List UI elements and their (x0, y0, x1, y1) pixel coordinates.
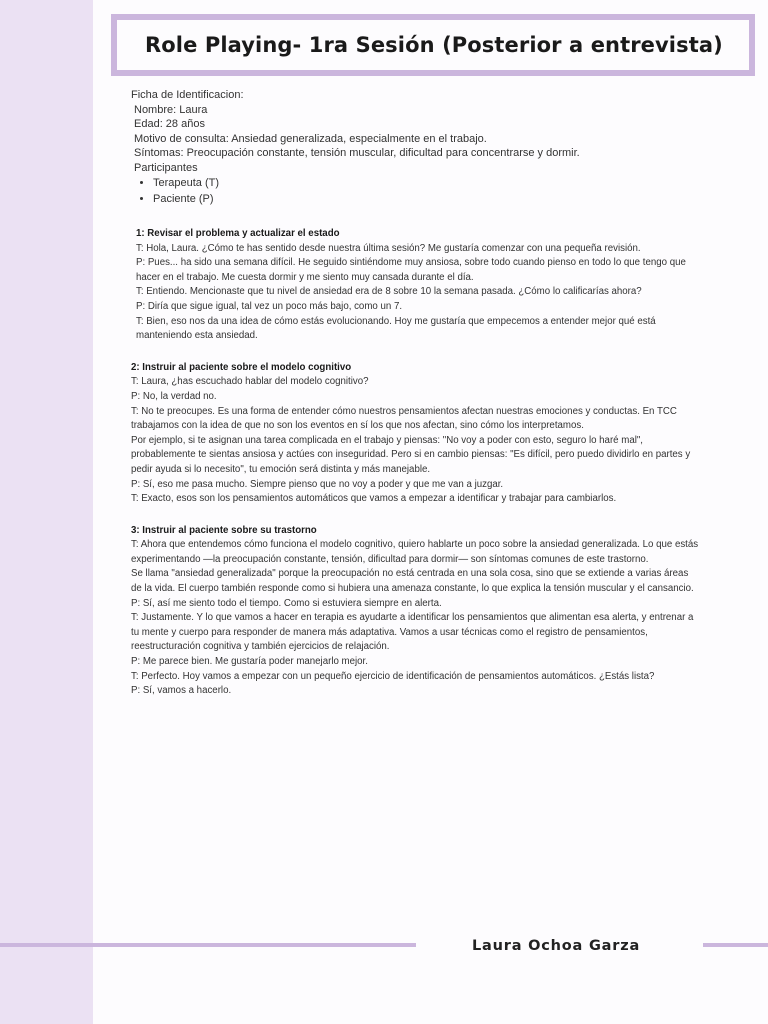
dialogue-line: P: Sí, vamos a hacerlo. (131, 685, 232, 697)
footer-divider-left (0, 943, 416, 947)
author-name: Laura Ochoa Garza (472, 938, 641, 954)
section-title: 1: Revisar el problema y actualizar el estado (136, 228, 340, 239)
section-title: 2: Instruir al paciente sobre el modelo cognitivo (131, 361, 352, 373)
section-1 (131, 227, 701, 344)
dialogue-line: T: Laura, ¿has escuchado hablar del modelo cognitivo? (131, 376, 369, 388)
dialogue-line: Se llama "ansiedad generalizada" porque la preocupación no está centrada en una sola cosa, sino que se extiende a varias áreas de la vida. El cuerpo también responde como si hubiera una amenaza constante, lo que explica la tensión muscular y el cansancio. (131, 568, 694, 595)
dialogue-line: T: Ahora que entendemos cómo funciona el modelo cognitivo, quiero hablarte un poco sobre la ansiedad generalizada. Lo que estás experimentando —la preocupación constante, tensión, dificultad para dormir— son síntomas comunes de este trastorno. (131, 539, 699, 565)
ficha-edad: Edad: 28 años (134, 118, 205, 130)
identification-block (131, 88, 701, 207)
dialogue-line: P: Sí, así me siento todo el tiempo. Como si estuviera siempre en alerta. (131, 597, 442, 609)
participant-item: • Terapeuta (T) (153, 175, 701, 191)
dialogue-line: P: Me parece bien. Me gustaría poder manejarlo mejor. (131, 656, 368, 668)
section-2 (131, 361, 701, 507)
document-body (131, 88, 701, 699)
dialogue-line: T: Bien, eso nos da una idea de cómo estás evolucionando. Hoy me gustaría que empecemos a entender mejor qué está manteniendo esta ansiedad. (136, 315, 656, 342)
dialogue-line: P: Pues... ha sido una semana difícil. He seguido sintiéndome muy ansiosa, sobre todo cuando pienso en todo lo que tengo que hacer en el trabajo. Me cuesta dormir y me siento muy cansada durante el día. (136, 257, 686, 283)
dialogue-line: Por ejemplo, si te asignan una tarea complicada en el trabajo y piensas: "No voy a poder con esto, seguro lo haré mal", probablemente te sientas ansiosa y actúes con inseguridad. Pero si en cambio piensas: "Es difícil, pero puedo dividirlo en partes y pedir ayuda si lo necesito", tu emoción será distinta y más manejable. (131, 434, 691, 475)
ficha-sintomas: Síntomas: Preocupación constante, tensión muscular, dificultad para concentrarse y dormir. (134, 147, 580, 159)
footer-divider-right (703, 943, 768, 947)
dialogue-line: T: Entiendo. Mencionaste que tu nivel de ansiedad era de 8 sobre 10 la semana pasada. ¿Cómo lo calificarías ahora? (136, 286, 642, 298)
section-3 (131, 524, 701, 699)
title-box (117, 20, 749, 70)
left-decorative-band (0, 0, 93, 1024)
participants-label: Participantes (134, 161, 198, 174)
ficha-nombre: Nombre: Laura (134, 103, 208, 116)
dialogue-line: T: Perfecto. Hoy vamos a empezar con un pequeño ejercicio de identificación de pensamientos automáticos. ¿Estás lista? (131, 670, 655, 682)
section-title: 3: Instruir al paciente sobre su trastorno (131, 524, 317, 536)
dialogue-line: T: Hola, Laura. ¿Cómo te has sentido desde nuestra última sesión? Me gustaría comenzar con una pequeña revisión. (136, 242, 641, 254)
ficha-motivo: Motivo de consulta: Ansiedad generalizada, especialmente en el trabajo. (134, 132, 487, 145)
dialogue-line: T: Justamente. Y lo que vamos a hacer en terapia es ayudarte a identificar los pensamientos que alimentan esa alerta, y entrenar a tu mente y cuerpo para responder de manera más adaptativa. Vamos a usar técnicas como el registro de pensamientos, reestructuración cognitiva y también ejercicios de relajación. (131, 612, 694, 653)
participants-list (131, 175, 701, 207)
ficha-heading: Ficha de Identificacion: (131, 89, 244, 101)
title-frame (111, 14, 755, 76)
dialogue-line: T: Exacto, esos son los pensamientos automáticos que vamos a empezar a identificar y trabajar para cambiarlos. (131, 493, 617, 505)
dialogue-line: P: Diría que sigue igual, tal vez un poco más bajo, como un 7. (136, 300, 403, 312)
dialogue-line: P: Sí, eso me pasa mucho. Siempre pienso que no voy a poder y que me van a juzgar. (131, 478, 504, 490)
page-title: Role Playing- 1ra Sesión (Posterior a entrevista) (145, 33, 723, 57)
participant-item: • Paciente (P) (153, 191, 701, 207)
dialogue-line: P: No, la verdad no. (131, 390, 217, 402)
dialogue-line: T: No te preocupes. Es una forma de entender cómo nuestros pensamientos afectan nuestras emociones y conductas. En TCC trabajamos con la idea de que no son los eventos en sí los que nos afectan, sino cómo los interpretamos. (131, 405, 677, 432)
